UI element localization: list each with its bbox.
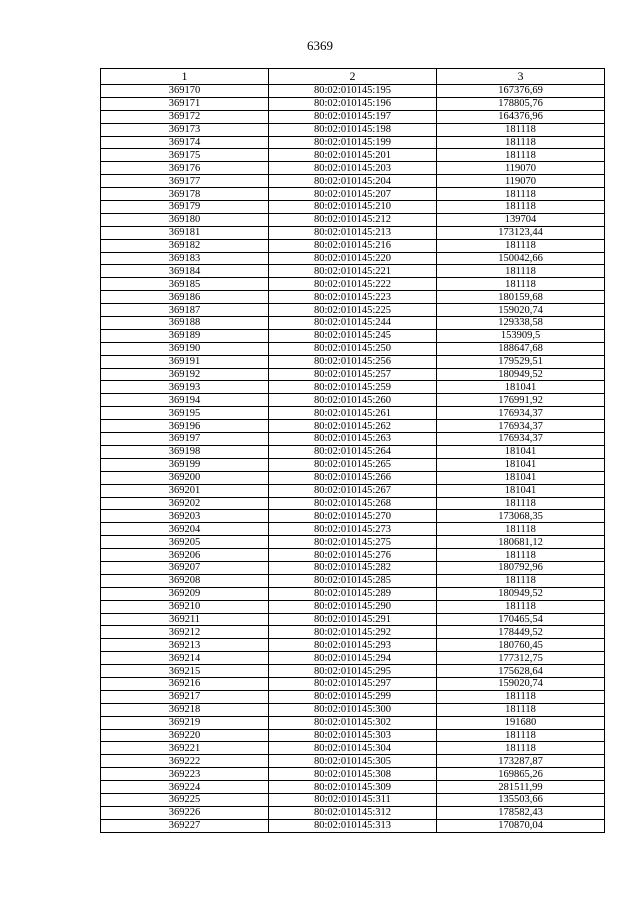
cadastral-number-cell: 80:02:010145:245 — [269, 329, 437, 342]
table-row — [101, 703, 605, 716]
value-cell: 178449,52 — [437, 626, 605, 639]
value-cell: 180760,45 — [437, 639, 605, 652]
cadastral-number-cell: 80:02:010145:313 — [269, 819, 437, 832]
value-cell: 181118 — [437, 239, 605, 252]
table-row — [101, 690, 605, 703]
row-number-cell: 369184 — [101, 265, 269, 278]
table-row — [101, 742, 605, 755]
cadastral-number-cell: 80:02:010145:294 — [269, 652, 437, 665]
page-number: 6369 — [307, 38, 333, 53]
cadastral-number-cell: 80:02:010145:293 — [269, 639, 437, 652]
value-cell: 181118 — [437, 497, 605, 510]
cadastral-number-cell: 80:02:010145:302 — [269, 716, 437, 729]
cadastral-number-cell: 80:02:010145:207 — [269, 188, 437, 201]
table-row — [101, 652, 605, 665]
row-number-cell: 369181 — [101, 226, 269, 239]
row-number-cell: 369176 — [101, 162, 269, 175]
table-row — [101, 368, 605, 381]
cadastral-number-cell: 80:02:010145:266 — [269, 471, 437, 484]
row-number-cell: 369189 — [101, 329, 269, 342]
value-cell: 176934,37 — [437, 407, 605, 420]
cadastral-number-cell: 80:02:010145:311 — [269, 793, 437, 806]
row-number-cell: 369203 — [101, 510, 269, 523]
cadastral-number-cell: 80:02:010145:225 — [269, 304, 437, 317]
value-cell: 180949,52 — [437, 368, 605, 381]
table-row — [101, 484, 605, 497]
cadastral-number-cell: 80:02:010145:295 — [269, 665, 437, 678]
value-cell: 181118 — [437, 123, 605, 136]
cadastral-number-cell: 80:02:010145:260 — [269, 394, 437, 407]
cadastral-number-cell: 80:02:010145:299 — [269, 690, 437, 703]
row-number-cell: 369170 — [101, 85, 269, 98]
row-number-cell: 369201 — [101, 484, 269, 497]
row-number-cell: 369211 — [101, 613, 269, 626]
value-cell: 175628,64 — [437, 665, 605, 678]
table-row — [101, 755, 605, 768]
row-number-cell: 369205 — [101, 536, 269, 549]
cadastral-number-cell: 80:02:010145:196 — [269, 97, 437, 110]
cadastral-number-cell: 80:02:010145:268 — [269, 497, 437, 510]
column-header-3: 3 — [437, 69, 605, 85]
value-cell: 181118 — [437, 265, 605, 278]
row-number-cell: 369171 — [101, 97, 269, 110]
value-cell: 178805,76 — [437, 97, 605, 110]
cadastral-number-cell: 80:02:010145:256 — [269, 355, 437, 368]
row-number-cell: 369217 — [101, 690, 269, 703]
value-cell: 159020,74 — [437, 677, 605, 690]
value-cell: 178582,43 — [437, 806, 605, 819]
row-number-cell: 369185 — [101, 278, 269, 291]
table-row — [101, 793, 605, 806]
value-cell: 173068,35 — [437, 510, 605, 523]
cadastral-number-cell: 80:02:010145:273 — [269, 523, 437, 536]
row-number-cell: 369208 — [101, 574, 269, 587]
cadastral-number-cell: 80:02:010145:275 — [269, 536, 437, 549]
cadastral-number-cell: 80:02:010145:222 — [269, 278, 437, 291]
cadastral-number-cell: 80:02:010145:261 — [269, 407, 437, 420]
cadastral-number-cell: 80:02:010145:309 — [269, 781, 437, 794]
table-row — [101, 445, 605, 458]
value-cell: 176934,37 — [437, 433, 605, 446]
row-number-cell: 369209 — [101, 587, 269, 600]
table-row — [101, 510, 605, 523]
cadastral-number-cell: 80:02:010145:216 — [269, 239, 437, 252]
data-table — [100, 68, 605, 833]
row-number-cell: 369225 — [101, 793, 269, 806]
table-row — [101, 471, 605, 484]
value-cell: 181118 — [437, 729, 605, 742]
cadastral-number-cell: 80:02:010145:221 — [269, 265, 437, 278]
row-number-cell: 369210 — [101, 600, 269, 613]
table-row — [101, 716, 605, 729]
row-number-cell: 369224 — [101, 781, 269, 794]
value-cell: 180949,52 — [437, 587, 605, 600]
value-cell: 179529,51 — [437, 355, 605, 368]
table-row — [101, 110, 605, 123]
row-number-cell: 369188 — [101, 317, 269, 330]
table-row — [101, 239, 605, 252]
value-cell: 281511,99 — [437, 781, 605, 794]
table-row — [101, 342, 605, 355]
table-row — [101, 420, 605, 433]
table-row — [101, 561, 605, 574]
value-cell: 169865,26 — [437, 768, 605, 781]
row-number-cell: 369195 — [101, 407, 269, 420]
row-number-cell: 369214 — [101, 652, 269, 665]
table-row — [101, 536, 605, 549]
value-cell: 181118 — [437, 278, 605, 291]
table-row — [101, 97, 605, 110]
row-number-cell: 369191 — [101, 355, 269, 368]
row-number-cell: 369186 — [101, 291, 269, 304]
row-number-cell: 369174 — [101, 136, 269, 149]
value-cell: 191680 — [437, 716, 605, 729]
row-number-cell: 369198 — [101, 445, 269, 458]
table-row — [101, 613, 605, 626]
cadastral-number-cell: 80:02:010145:291 — [269, 613, 437, 626]
table-row — [101, 149, 605, 162]
cadastral-number-cell: 80:02:010145:223 — [269, 291, 437, 304]
value-cell: 181118 — [437, 549, 605, 562]
cadastral-number-cell: 80:02:010145:303 — [269, 729, 437, 742]
value-cell: 119070 — [437, 175, 605, 188]
table-row — [101, 574, 605, 587]
row-number-cell: 369204 — [101, 523, 269, 536]
table-row — [101, 523, 605, 536]
value-cell: 119070 — [437, 162, 605, 175]
row-number-cell: 369221 — [101, 742, 269, 755]
row-number-cell: 369219 — [101, 716, 269, 729]
value-cell: 181118 — [437, 600, 605, 613]
row-number-cell: 369223 — [101, 768, 269, 781]
value-cell: 181118 — [437, 742, 605, 755]
table-row — [101, 407, 605, 420]
value-cell: 181041 — [437, 458, 605, 471]
row-number-cell: 369227 — [101, 819, 269, 832]
table-header-row — [101, 69, 605, 85]
table-row — [101, 819, 605, 832]
table-row — [101, 265, 605, 278]
cadastral-number-cell: 80:02:010145:285 — [269, 574, 437, 587]
table-row — [101, 162, 605, 175]
cadastral-number-cell: 80:02:010145:282 — [269, 561, 437, 574]
cadastral-number-cell: 80:02:010145:199 — [269, 136, 437, 149]
value-cell: 153909,5 — [437, 329, 605, 342]
table-row — [101, 85, 605, 98]
row-number-cell: 369212 — [101, 626, 269, 639]
row-number-cell: 369194 — [101, 394, 269, 407]
value-cell: 159020,74 — [437, 304, 605, 317]
table-row — [101, 304, 605, 317]
cadastral-number-cell: 80:02:010145:198 — [269, 123, 437, 136]
table-row — [101, 768, 605, 781]
cadastral-number-cell: 80:02:010145:300 — [269, 703, 437, 716]
row-number-cell: 369215 — [101, 665, 269, 678]
table-row — [101, 433, 605, 446]
cadastral-number-cell: 80:02:010145:201 — [269, 149, 437, 162]
cadastral-number-cell: 80:02:010145:263 — [269, 433, 437, 446]
cadastral-number-cell: 80:02:010145:210 — [269, 201, 437, 214]
table-row — [101, 781, 605, 794]
value-cell: 181041 — [437, 445, 605, 458]
table-row — [101, 123, 605, 136]
row-number-cell: 369172 — [101, 110, 269, 123]
row-number-cell: 369183 — [101, 252, 269, 265]
value-cell: 188647,68 — [437, 342, 605, 355]
table-row — [101, 677, 605, 690]
cadastral-number-cell: 80:02:010145:259 — [269, 381, 437, 394]
row-number-cell: 369175 — [101, 149, 269, 162]
value-cell: 177312,75 — [437, 652, 605, 665]
table-row — [101, 394, 605, 407]
row-number-cell: 369192 — [101, 368, 269, 381]
cadastral-number-cell: 80:02:010145:270 — [269, 510, 437, 523]
table-row — [101, 252, 605, 265]
table-row — [101, 458, 605, 471]
row-number-cell: 369206 — [101, 549, 269, 562]
cadastral-number-cell: 80:02:010145:292 — [269, 626, 437, 639]
row-number-cell: 369177 — [101, 175, 269, 188]
value-cell: 173123,44 — [437, 226, 605, 239]
table-row — [101, 549, 605, 562]
value-cell: 150042,66 — [437, 252, 605, 265]
cadastral-number-cell: 80:02:010145:267 — [269, 484, 437, 497]
row-number-cell: 369173 — [101, 123, 269, 136]
value-cell: 170870,04 — [437, 819, 605, 832]
value-cell: 164376,96 — [437, 110, 605, 123]
cadastral-number-cell: 80:02:010145:290 — [269, 600, 437, 613]
row-number-cell: 369216 — [101, 677, 269, 690]
value-cell: 181041 — [437, 381, 605, 394]
value-cell: 176991,92 — [437, 394, 605, 407]
table-row — [101, 639, 605, 652]
cadastral-number-cell: 80:02:010145:262 — [269, 420, 437, 433]
table-row — [101, 587, 605, 600]
cadastral-number-cell: 80:02:010145:312 — [269, 806, 437, 819]
row-number-cell: 369197 — [101, 433, 269, 446]
cadastral-number-cell: 80:02:010145:265 — [269, 458, 437, 471]
cadastral-number-cell: 80:02:010145:297 — [269, 677, 437, 690]
value-cell: 181118 — [437, 574, 605, 587]
cadastral-number-cell: 80:02:010145:203 — [269, 162, 437, 175]
table-row — [101, 226, 605, 239]
value-cell: 181041 — [437, 484, 605, 497]
column-header-2: 2 — [269, 69, 437, 85]
value-cell: 170465,54 — [437, 613, 605, 626]
table-row — [101, 600, 605, 613]
value-cell: 181118 — [437, 136, 605, 149]
value-cell: 181118 — [437, 523, 605, 536]
row-number-cell: 369200 — [101, 471, 269, 484]
value-cell: 173287,87 — [437, 755, 605, 768]
cadastral-number-cell: 80:02:010145:212 — [269, 213, 437, 226]
row-number-cell: 369180 — [101, 213, 269, 226]
value-cell: 180681,12 — [437, 536, 605, 549]
row-number-cell: 369178 — [101, 188, 269, 201]
cadastral-number-cell: 80:02:010145:220 — [269, 252, 437, 265]
value-cell: 181041 — [437, 471, 605, 484]
row-number-cell: 369220 — [101, 729, 269, 742]
cadastral-number-cell: 80:02:010145:276 — [269, 549, 437, 562]
cadastral-number-cell: 80:02:010145:250 — [269, 342, 437, 355]
table-row — [101, 626, 605, 639]
row-number-cell: 369179 — [101, 201, 269, 214]
cadastral-number-cell: 80:02:010145:257 — [269, 368, 437, 381]
value-cell: 129338,58 — [437, 317, 605, 330]
value-cell: 180792,96 — [437, 561, 605, 574]
row-number-cell: 369193 — [101, 381, 269, 394]
table-row — [101, 806, 605, 819]
column-header-1: 1 — [101, 69, 269, 85]
cadastral-number-cell: 80:02:010145:289 — [269, 587, 437, 600]
row-number-cell: 369202 — [101, 497, 269, 510]
value-cell: 181118 — [437, 690, 605, 703]
table-row — [101, 201, 605, 214]
table-row — [101, 213, 605, 226]
value-cell: 135503,66 — [437, 793, 605, 806]
table-row — [101, 381, 605, 394]
cadastral-number-cell: 80:02:010145:204 — [269, 175, 437, 188]
row-number-cell: 369218 — [101, 703, 269, 716]
table-row — [101, 188, 605, 201]
value-cell: 181118 — [437, 703, 605, 716]
cadastral-number-cell: 80:02:010145:244 — [269, 317, 437, 330]
table-row — [101, 317, 605, 330]
value-cell: 181118 — [437, 188, 605, 201]
value-cell: 180159,68 — [437, 291, 605, 304]
row-number-cell: 369226 — [101, 806, 269, 819]
cadastral-number-cell: 80:02:010145:197 — [269, 110, 437, 123]
table-row — [101, 136, 605, 149]
table-row — [101, 355, 605, 368]
cadastral-number-cell: 80:02:010145:213 — [269, 226, 437, 239]
value-cell: 139704 — [437, 213, 605, 226]
cadastral-number-cell: 80:02:010145:305 — [269, 755, 437, 768]
table-row — [101, 291, 605, 304]
row-number-cell: 369207 — [101, 561, 269, 574]
row-number-cell: 369187 — [101, 304, 269, 317]
table-body — [101, 85, 605, 833]
table-row — [101, 329, 605, 342]
value-cell: 181118 — [437, 201, 605, 214]
table-row — [101, 665, 605, 678]
table-row — [101, 497, 605, 510]
cadastral-number-cell: 80:02:010145:304 — [269, 742, 437, 755]
row-number-cell: 369213 — [101, 639, 269, 652]
table-row — [101, 278, 605, 291]
cadastral-number-cell: 80:02:010145:264 — [269, 445, 437, 458]
value-cell: 181118 — [437, 149, 605, 162]
row-number-cell: 369222 — [101, 755, 269, 768]
row-number-cell: 369190 — [101, 342, 269, 355]
value-cell: 176934,37 — [437, 420, 605, 433]
row-number-cell: 369199 — [101, 458, 269, 471]
cadastral-number-cell: 80:02:010145:308 — [269, 768, 437, 781]
value-cell: 167376,69 — [437, 85, 605, 98]
row-number-cell: 369196 — [101, 420, 269, 433]
cadastral-number-cell: 80:02:010145:195 — [269, 85, 437, 98]
table-row — [101, 175, 605, 188]
table-row — [101, 729, 605, 742]
row-number-cell: 369182 — [101, 239, 269, 252]
